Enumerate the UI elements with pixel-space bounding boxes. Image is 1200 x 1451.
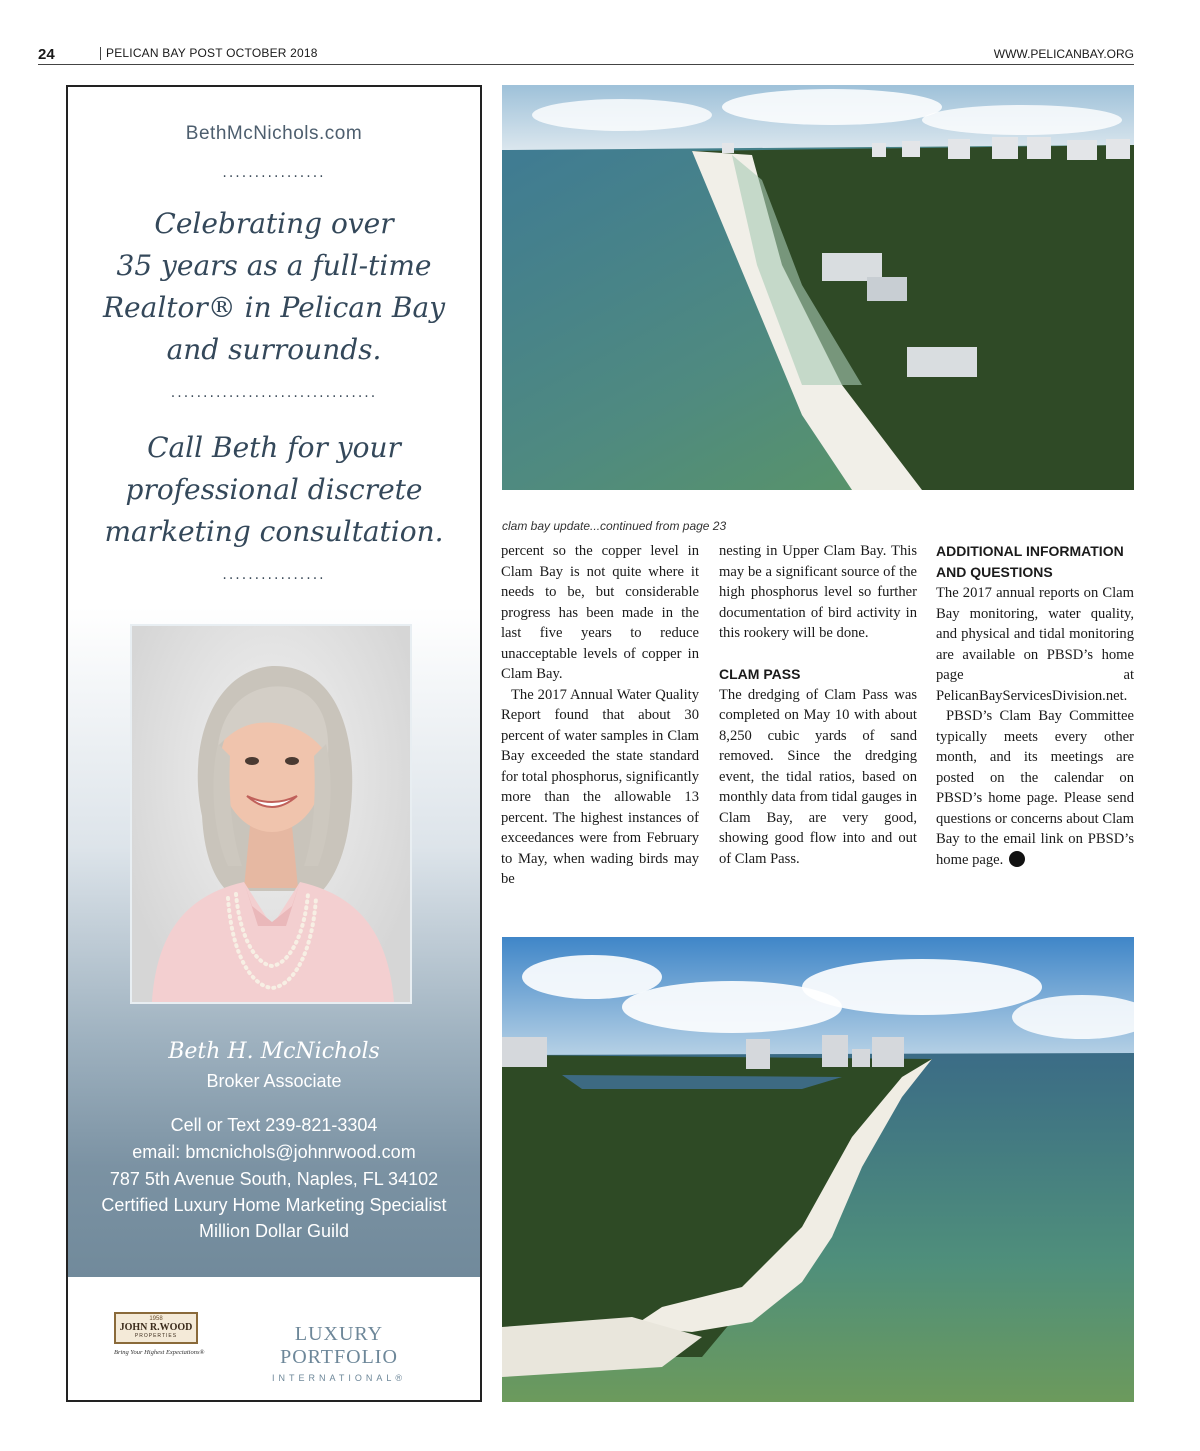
page-header [38, 44, 1134, 65]
dot-divider-1: ................ [222, 165, 326, 181]
page-number: 24 [38, 46, 55, 63]
cta-line: Call Beth for your [147, 431, 401, 464]
ad-website[interactable]: BethMcNichols.com [185, 123, 363, 144]
additional-info-heading: ADDITIONAL INFORMATION AND QUESTIONS [936, 543, 1124, 580]
aerial-photo-beach-north [502, 85, 1134, 490]
article-column-1 [501, 541, 699, 890]
ad-call-to-action [68, 427, 480, 553]
tagline-line: Realtor® in Pelican Bay [102, 291, 446, 324]
article-paragraph: The dredging of Clam Pass was completed on May 10 with about 8,250 cubic yards of sand removed. Since the dredging event, the tidal ratios, based on monthly data from tidal gauges in Clam Bay, are very good, showing good flow into and out of Clam Pass. [719, 686, 917, 867]
article-column-2 [719, 541, 917, 869]
article-paragraph: nesting in Upper Clam Bay. This may be a significant source of the high phosphorus level so further documentation of bird activity in this rookery will be done. [719, 543, 917, 641]
cta-line: marketing consultation. [104, 515, 444, 548]
publication-title: PELICAN BAY POST OCTOBER 2018 [100, 47, 318, 60]
article-paragraph: The 2017 Annual Water Quality Report found that about 30 percent of water samples in Clam Bay exceeded the state standard for total phosphorus, significantly more than the allowable 13 percent. The highest instances of exceedances were from February to May, when wading birds may be [501, 686, 699, 887]
agent-guild: Million Dollar Guild [198, 1221, 350, 1241]
cta-line: professional discrete [125, 473, 423, 506]
agent-name: Beth H. McNichols [168, 1039, 380, 1064]
john-r-wood-logo: 1958 JOHN R.WOOD PROPERTIES Bring Your Highest Expectations® [114, 1312, 198, 1356]
article-column-3 [936, 541, 1134, 870]
dot-divider-3: ................ [222, 567, 326, 583]
agent-title: Broker Associate [206, 1071, 342, 1091]
website-url: WWW.PELICANBAY.ORG [993, 47, 1134, 61]
realtor-advertisement [66, 85, 482, 1402]
clam-pass-heading: CLAM PASS [719, 665, 801, 682]
continued-note: clam bay update...continued from page 23 [502, 519, 727, 533]
agent-headshot [130, 624, 412, 1004]
agent-certification: Certified Luxury Home Marketing Specialist [101, 1195, 447, 1215]
tagline-line: 35 years as a full-time [116, 249, 432, 282]
dot-divider-2: ................................ [170, 385, 378, 401]
aerial-photo-clam-pass [502, 937, 1134, 1402]
article-paragraph: The 2017 annual reports on Clam Bay monitoring, water quality, and physical and tidal monitoring are available on PBSD’s home page at PelicanBayServicesDivision.net. [936, 585, 1134, 704]
agent-email[interactable]: email: bmcnichols@johnrwood.com [132, 1142, 416, 1162]
tagline-line: and surrounds. [166, 333, 382, 366]
tagline-line: Celebrating over [154, 207, 394, 240]
agent-address: 787 5th Avenue South, Naples, FL 34102 [109, 1169, 439, 1189]
luxury-portfolio-logo: LUXURY PORTFOLIO INTERNATIONAL® [272, 1323, 406, 1383]
article-paragraph: PBSD’s Clam Bay Committee typically meets every other month, and its meetings are posted on the calendar on PBSD’s home page. Please send questions or concerns about Clam Bay to the email link on PBSD’s home page. [936, 708, 1134, 868]
article-paragraph: percent so the copper level in Clam Bay is not quite where it needs to be, but considerable progress has been made in the last five years to reduce unacceptable levels of copper in Clam Bay. [501, 543, 699, 682]
end-of-article-icon [1009, 851, 1025, 867]
agent-phone[interactable]: Cell or Text 239-821-3304 [170, 1115, 378, 1135]
ad-tagline [68, 203, 480, 371]
